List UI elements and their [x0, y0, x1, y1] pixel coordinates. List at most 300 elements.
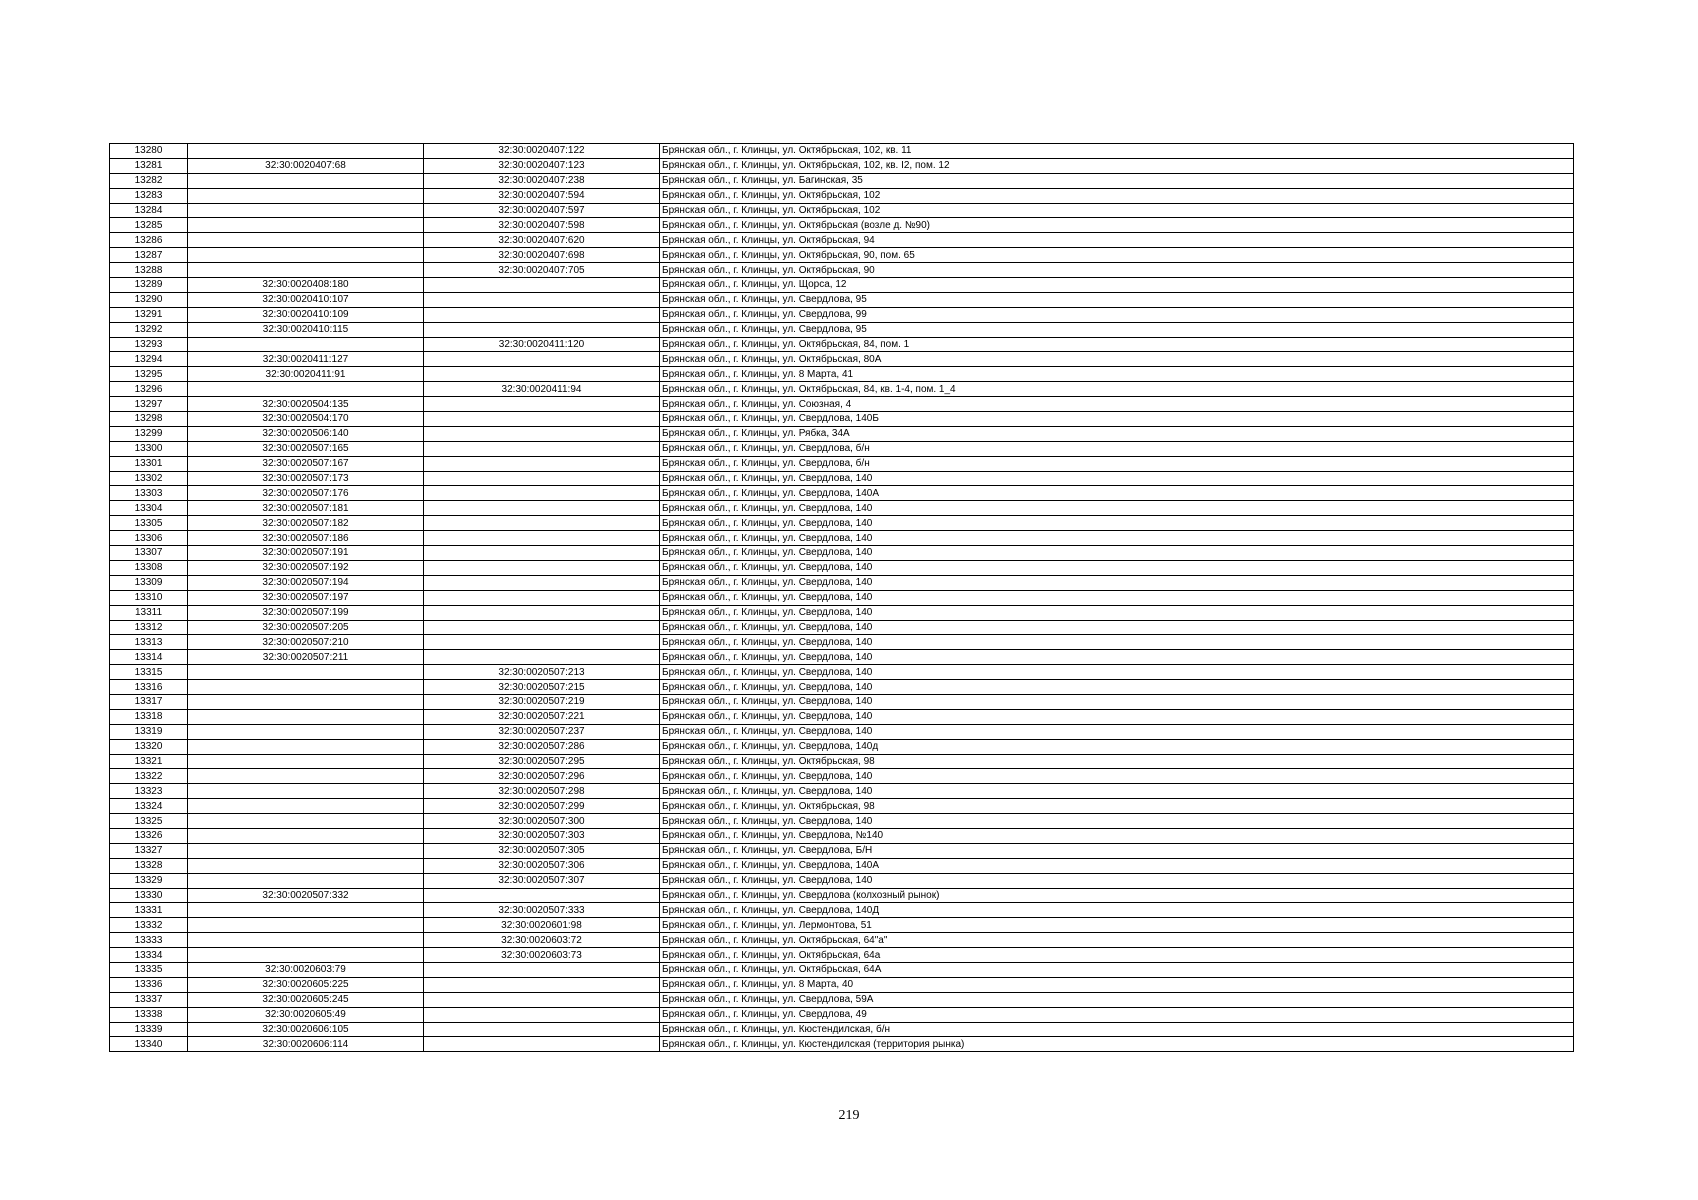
address-cell: Брянская обл., г. Клинцы, ул. Свердлова, 140 — [660, 471, 1574, 486]
address-cell: Брянская обл., г. Клинцы, ул. Октябрьская (возле д. №90) — [660, 218, 1574, 233]
address-cell: Брянская обл., г. Клинцы, ул. Свердлова, 95 — [660, 292, 1574, 307]
cadastral-number-a-cell: 32:30:0020606:105 — [188, 1022, 424, 1037]
cadastral-number-b-cell — [424, 1007, 660, 1022]
address-cell: Брянская обл., г. Клинцы, ул. Свердлова, 140 — [660, 709, 1574, 724]
cadastral-number-b-cell: 32:30:0020507:298 — [424, 784, 660, 799]
cadastral-number-b-cell — [424, 471, 660, 486]
table-row — [110, 292, 1574, 307]
table-row — [110, 918, 1574, 933]
address-cell: Брянская обл., г. Клинцы, ул. Октябрьская, 98 — [660, 754, 1574, 769]
table-row — [110, 367, 1574, 382]
row-number-cell: 13319 — [110, 724, 188, 739]
row-number-cell: 13298 — [110, 412, 188, 427]
row-number-cell: 13308 — [110, 560, 188, 575]
cadastral-number-b-cell — [424, 888, 660, 903]
address-cell: Брянская обл., г. Клинцы, ул. Октябрьская, 98 — [660, 799, 1574, 814]
cadastral-number-b-cell: 32:30:0020407:594 — [424, 188, 660, 203]
page-number: 219 — [838, 1108, 860, 1123]
cadastral-number-b-cell — [424, 307, 660, 322]
address-cell: Брянская обл., г. Клинцы, ул. Октябрьская, 90 — [660, 263, 1574, 278]
row-number-cell: 13291 — [110, 307, 188, 322]
table-row — [110, 650, 1574, 665]
table-row — [110, 441, 1574, 456]
row-number-cell: 13310 — [110, 590, 188, 605]
cadastral-number-b-cell — [424, 962, 660, 977]
registry-table-body — [110, 144, 1574, 1052]
row-number-cell: 13331 — [110, 903, 188, 918]
cadastral-number-a-cell: 32:30:0020603:79 — [188, 962, 424, 977]
address-cell: Брянская обл., г. Клинцы, ул. Рябка, 34А — [660, 426, 1574, 441]
cadastral-number-a-cell — [188, 173, 424, 188]
table-row — [110, 203, 1574, 218]
cadastral-number-a-cell — [188, 799, 424, 814]
cadastral-number-b-cell: 32:30:0020507:300 — [424, 814, 660, 829]
table-row — [110, 426, 1574, 441]
table-row — [110, 903, 1574, 918]
row-number-cell: 13285 — [110, 218, 188, 233]
cadastral-number-a-cell — [188, 784, 424, 799]
address-cell: Брянская обл., г. Клинцы, ул. Свердлова, 140 — [660, 531, 1574, 546]
address-cell: Брянская обл., г. Клинцы, ул. Свердлова, 140 — [660, 501, 1574, 516]
address-cell: Брянская обл., г. Клинцы, ул. Октябрьская, 84, пом. 1 — [660, 337, 1574, 352]
cadastral-number-a-cell — [188, 843, 424, 858]
cadastral-number-b-cell: 32:30:0020411:120 — [424, 337, 660, 352]
table-row — [110, 1022, 1574, 1037]
cadastral-number-b-cell — [424, 650, 660, 665]
table-row — [110, 828, 1574, 843]
cadastral-number-b-cell: 32:30:0020407:597 — [424, 203, 660, 218]
table-row — [110, 575, 1574, 590]
row-number-cell: 13334 — [110, 948, 188, 963]
table-row — [110, 620, 1574, 635]
cadastral-number-b-cell: 32:30:0020407:598 — [424, 218, 660, 233]
cadastral-number-b-cell: 32:30:0020507:286 — [424, 739, 660, 754]
row-number-cell: 13309 — [110, 575, 188, 590]
cadastral-number-b-cell — [424, 1037, 660, 1052]
table-row — [110, 724, 1574, 739]
cadastral-number-a-cell — [188, 918, 424, 933]
table-row — [110, 307, 1574, 322]
row-number-cell: 13316 — [110, 680, 188, 695]
table-row — [110, 218, 1574, 233]
address-cell: Брянская обл., г. Клинцы, ул. Свердлова, 140 — [660, 694, 1574, 709]
table-row — [110, 352, 1574, 367]
address-cell: Брянская обл., г. Клинцы, ул. Свердлова, 140 — [660, 516, 1574, 531]
cadastral-number-a-cell — [188, 203, 424, 218]
address-cell: Брянская обл., г. Клинцы, ул. 8 Марта, 41 — [660, 367, 1574, 382]
table-row — [110, 501, 1574, 516]
cadastral-number-b-cell: 32:30:0020507:305 — [424, 843, 660, 858]
cadastral-number-b-cell — [424, 278, 660, 293]
row-number-cell: 13287 — [110, 248, 188, 263]
address-cell: Брянская обл., г. Клинцы, ул. Свердлова, 140 — [660, 665, 1574, 680]
cadastral-number-a-cell: 32:30:0020605:225 — [188, 977, 424, 992]
cadastral-number-b-cell — [424, 486, 660, 501]
address-cell: Брянская обл., г. Клинцы, ул. Свердлова, 95 — [660, 322, 1574, 337]
address-cell: Брянская обл., г. Клинцы, ул. Лермонтова, 51 — [660, 918, 1574, 933]
cadastral-number-a-cell: 32:30:0020408:180 — [188, 278, 424, 293]
cadastral-number-b-cell: 32:30:0020407:620 — [424, 233, 660, 248]
cadastral-number-b-cell — [424, 322, 660, 337]
row-number-cell: 13301 — [110, 456, 188, 471]
cadastral-number-a-cell — [188, 233, 424, 248]
row-number-cell: 13338 — [110, 1007, 188, 1022]
address-cell: Брянская обл., г. Клинцы, ул. Свердлова, 140А — [660, 486, 1574, 501]
cadastral-number-a-cell — [188, 903, 424, 918]
address-cell: Брянская обл., г. Клинцы, ул. Свердлова, 99 — [660, 307, 1574, 322]
row-number-cell: 13296 — [110, 382, 188, 397]
table-row — [110, 858, 1574, 873]
cadastral-number-b-cell: 32:30:0020603:72 — [424, 933, 660, 948]
address-cell: Брянская обл., г. Клинцы, ул. Свердлова, 140 — [660, 575, 1574, 590]
row-number-cell: 13327 — [110, 843, 188, 858]
table-row — [110, 709, 1574, 724]
table-row — [110, 456, 1574, 471]
table-row — [110, 560, 1574, 575]
address-cell: Брянская обл., г. Клинцы, ул. Октябрьская, 102, кв. 11 — [660, 144, 1574, 159]
address-cell: Брянская обл., г. Клинцы, ул. Союзная, 4 — [660, 397, 1574, 412]
row-number-cell: 13284 — [110, 203, 188, 218]
row-number-cell: 13283 — [110, 188, 188, 203]
cadastral-number-b-cell — [424, 977, 660, 992]
cadastral-number-a-cell: 32:30:0020507:192 — [188, 560, 424, 575]
table-row — [110, 546, 1574, 561]
row-number-cell: 13330 — [110, 888, 188, 903]
cadastral-number-a-cell — [188, 665, 424, 680]
row-number-cell: 13288 — [110, 263, 188, 278]
row-number-cell: 13304 — [110, 501, 188, 516]
cadastral-number-b-cell — [424, 516, 660, 531]
table-row — [110, 188, 1574, 203]
cadastral-number-b-cell: 32:30:0020507:333 — [424, 903, 660, 918]
table-row — [110, 680, 1574, 695]
cadastral-number-a-cell — [188, 218, 424, 233]
row-number-cell: 13317 — [110, 694, 188, 709]
row-number-cell: 13299 — [110, 426, 188, 441]
table-row — [110, 605, 1574, 620]
table-row — [110, 144, 1574, 159]
table-row — [110, 739, 1574, 754]
cadastral-number-a-cell — [188, 754, 424, 769]
row-number-cell: 13292 — [110, 322, 188, 337]
address-cell: Брянская обл., г. Клинцы, ул. Свердлова, 140 — [660, 680, 1574, 695]
cadastral-number-b-cell: 32:30:0020411:94 — [424, 382, 660, 397]
cadastral-number-a-cell: 32:30:0020411:91 — [188, 367, 424, 382]
cadastral-number-b-cell — [424, 367, 660, 382]
cadastral-number-a-cell: 32:30:0020507:181 — [188, 501, 424, 516]
cadastral-number-b-cell — [424, 635, 660, 650]
row-number-cell: 13337 — [110, 992, 188, 1007]
row-number-cell: 13328 — [110, 858, 188, 873]
cadastral-number-b-cell — [424, 620, 660, 635]
cadastral-number-a-cell — [188, 933, 424, 948]
address-cell: Брянская обл., г. Клинцы, ул. Октябрьская, 80А — [660, 352, 1574, 367]
table-row — [110, 263, 1574, 278]
address-cell: Брянская обл., г. Клинцы, ул. Свердлова, 140 — [660, 769, 1574, 784]
cadastral-number-b-cell: 32:30:0020601:98 — [424, 918, 660, 933]
table-row — [110, 665, 1574, 680]
row-number-cell: 13290 — [110, 292, 188, 307]
cadastral-number-a-cell: 32:30:0020507:182 — [188, 516, 424, 531]
address-cell: Брянская обл., г. Клинцы, ул. Свердлова, 140Б — [660, 412, 1574, 427]
row-number-cell: 13282 — [110, 173, 188, 188]
cadastral-number-a-cell — [188, 382, 424, 397]
address-cell: Брянская обл., г. Клинцы, ул. Октябрьская, 84, кв. 1-4, пом. 1_4 — [660, 382, 1574, 397]
row-number-cell: 13339 — [110, 1022, 188, 1037]
row-number-cell: 13336 — [110, 977, 188, 992]
table-row — [110, 1007, 1574, 1022]
row-number-cell: 13286 — [110, 233, 188, 248]
cadastral-number-b-cell — [424, 412, 660, 427]
table-row — [110, 635, 1574, 650]
cadastral-number-b-cell — [424, 590, 660, 605]
cadastral-number-b-cell — [424, 531, 660, 546]
cadastral-number-b-cell: 32:30:0020407:122 — [424, 144, 660, 159]
cadastral-number-b-cell: 32:30:0020507:296 — [424, 769, 660, 784]
address-cell: Брянская обл., г. Клинцы, ул. Свердлова, 140 — [660, 560, 1574, 575]
cadastral-number-a-cell: 32:30:0020507:205 — [188, 620, 424, 635]
cadastral-number-b-cell: 32:30:0020507:213 — [424, 665, 660, 680]
table-row — [110, 888, 1574, 903]
address-cell: Брянская обл., г. Клинцы, ул. Свердлова, Б/Н — [660, 843, 1574, 858]
cadastral-number-b-cell: 32:30:0020507:219 — [424, 694, 660, 709]
cadastral-number-a-cell — [188, 814, 424, 829]
row-number-cell: 13294 — [110, 352, 188, 367]
cadastral-number-a-cell: 32:30:0020605:49 — [188, 1007, 424, 1022]
cadastral-number-a-cell: 32:30:0020410:109 — [188, 307, 424, 322]
cadastral-number-a-cell — [188, 337, 424, 352]
row-number-cell: 13325 — [110, 814, 188, 829]
cadastral-number-a-cell: 32:30:0020507:176 — [188, 486, 424, 501]
row-number-cell: 13322 — [110, 769, 188, 784]
address-cell: Брянская обл., г. Клинцы, ул. Свердлова, 140 — [660, 635, 1574, 650]
row-number-cell: 13295 — [110, 367, 188, 382]
table-row — [110, 754, 1574, 769]
address-cell: Брянская обл., г. Клинцы, ул. Кюстендилская, б/н — [660, 1022, 1574, 1037]
cadastral-number-a-cell: 32:30:0020507:332 — [188, 888, 424, 903]
row-number-cell: 13312 — [110, 620, 188, 635]
address-cell: Брянская обл., г. Клинцы, ул. Свердлова, 140 — [660, 873, 1574, 888]
table-row — [110, 843, 1574, 858]
address-cell: Брянская обл., г. Клинцы, ул. Свердлова, 140д — [660, 739, 1574, 754]
address-cell: Брянская обл., г. Клинцы, ул. Свердлова, 140А — [660, 858, 1574, 873]
cadastral-number-b-cell: 32:30:0020507:306 — [424, 858, 660, 873]
row-number-cell: 13280 — [110, 144, 188, 159]
row-number-cell: 13315 — [110, 665, 188, 680]
cadastral-number-a-cell: 32:30:0020507:197 — [188, 590, 424, 605]
table-row — [110, 933, 1574, 948]
address-cell: Брянская обл., г. Клинцы, ул. Свердлова, б/н — [660, 441, 1574, 456]
cadastral-number-b-cell: 32:30:0020507:215 — [424, 680, 660, 695]
cadastral-number-b-cell — [424, 441, 660, 456]
row-number-cell: 13320 — [110, 739, 188, 754]
row-number-cell: 13297 — [110, 397, 188, 412]
address-cell: Брянская обл., г. Клинцы, ул. Свердлова, 140 — [660, 620, 1574, 635]
cadastral-number-a-cell: 32:30:0020407:68 — [188, 158, 424, 173]
address-cell: Брянская обл., г. Клинцы, ул. Свердлова, 140 — [660, 590, 1574, 605]
cadastral-number-b-cell — [424, 501, 660, 516]
row-number-cell: 13329 — [110, 873, 188, 888]
address-cell: Брянская обл., г. Клинцы, ул. Октябрьская, 102 — [660, 203, 1574, 218]
address-cell: Брянская обл., г. Клинцы, ул. Октябрьская, 64А — [660, 962, 1574, 977]
table-row — [110, 412, 1574, 427]
address-cell: Брянская обл., г. Клинцы, ул. Свердлова, 140 — [660, 546, 1574, 561]
table-row — [110, 962, 1574, 977]
table-row — [110, 814, 1574, 829]
row-number-cell: 13305 — [110, 516, 188, 531]
row-number-cell: 13281 — [110, 158, 188, 173]
cadastral-number-a-cell: 32:30:0020504:170 — [188, 412, 424, 427]
table-row — [110, 590, 1574, 605]
address-cell: Брянская обл., г. Клинцы, ул. 8 Марта, 40 — [660, 977, 1574, 992]
cadastral-number-a-cell: 32:30:0020507:186 — [188, 531, 424, 546]
address-cell: Брянская обл., г. Клинцы, ул. Свердлова (колхозный рынок) — [660, 888, 1574, 903]
table-row — [110, 873, 1574, 888]
row-number-cell: 13332 — [110, 918, 188, 933]
table-row — [110, 322, 1574, 337]
row-number-cell: 13318 — [110, 709, 188, 724]
address-cell: Брянская обл., г. Клинцы, ул. Октябрьская, 102 — [660, 188, 1574, 203]
table-row — [110, 977, 1574, 992]
cadastral-number-a-cell: 32:30:0020411:127 — [188, 352, 424, 367]
cadastral-number-a-cell — [188, 769, 424, 784]
row-number-cell: 13335 — [110, 962, 188, 977]
cadastral-number-a-cell — [188, 739, 424, 754]
row-number-cell: 13340 — [110, 1037, 188, 1052]
cadastral-number-a-cell: 32:30:0020504:135 — [188, 397, 424, 412]
cadastral-number-a-cell — [188, 724, 424, 739]
cadastral-number-b-cell — [424, 397, 660, 412]
registry-table — [109, 143, 1574, 1052]
table-row — [110, 799, 1574, 814]
cadastral-number-a-cell: 32:30:0020410:115 — [188, 322, 424, 337]
address-cell: Брянская обл., г. Клинцы, ул. Свердлова, 59А — [660, 992, 1574, 1007]
cadastral-number-b-cell: 32:30:0020507:237 — [424, 724, 660, 739]
table-row — [110, 948, 1574, 963]
cadastral-number-a-cell — [188, 709, 424, 724]
cadastral-number-a-cell: 32:30:0020605:245 — [188, 992, 424, 1007]
cadastral-number-a-cell: 32:30:0020507:199 — [188, 605, 424, 620]
table-row — [110, 397, 1574, 412]
cadastral-number-b-cell: 32:30:0020507:295 — [424, 754, 660, 769]
cadastral-number-b-cell: 32:30:0020507:307 — [424, 873, 660, 888]
table-row — [110, 173, 1574, 188]
row-number-cell: 13306 — [110, 531, 188, 546]
cadastral-number-a-cell — [188, 873, 424, 888]
cadastral-number-a-cell — [188, 858, 424, 873]
address-cell: Брянская обл., г. Клинцы, ул. Свердлова, 140 — [660, 650, 1574, 665]
cadastral-number-a-cell — [188, 948, 424, 963]
cadastral-number-b-cell: 32:30:0020407:698 — [424, 248, 660, 263]
cadastral-number-a-cell — [188, 263, 424, 278]
row-number-cell: 13302 — [110, 471, 188, 486]
cadastral-number-b-cell — [424, 1022, 660, 1037]
row-number-cell: 13303 — [110, 486, 188, 501]
row-number-cell: 13311 — [110, 605, 188, 620]
cadastral-number-b-cell — [424, 456, 660, 471]
address-cell: Брянская обл., г. Клинцы, ул. Багинская, 35 — [660, 173, 1574, 188]
address-cell: Брянская обл., г. Клинцы, ул. Кюстендилская (территория рынка) — [660, 1037, 1574, 1052]
table-row — [110, 992, 1574, 1007]
address-cell: Брянская обл., г. Клинцы, ул. Октябрьская, 94 — [660, 233, 1574, 248]
address-cell: Брянская обл., г. Клинцы, ул. Свердлова, 140 — [660, 784, 1574, 799]
row-number-cell: 13323 — [110, 784, 188, 799]
row-number-cell: 13324 — [110, 799, 188, 814]
cadastral-number-b-cell — [424, 575, 660, 590]
address-cell: Брянская обл., г. Клинцы, ул. Октябрьская, 90, пом. 65 — [660, 248, 1574, 263]
cadastral-number-a-cell: 32:30:0020507:165 — [188, 441, 424, 456]
address-cell: Брянская обл., г. Клинцы, ул. Свердлова, 49 — [660, 1007, 1574, 1022]
row-number-cell: 13326 — [110, 828, 188, 843]
table-row — [110, 158, 1574, 173]
cadastral-number-a-cell: 32:30:0020507:191 — [188, 546, 424, 561]
cadastral-number-a-cell: 32:30:0020410:107 — [188, 292, 424, 307]
row-number-cell: 13293 — [110, 337, 188, 352]
address-cell: Брянская обл., г. Клинцы, ул. Щорса, 12 — [660, 278, 1574, 293]
row-number-cell: 13300 — [110, 441, 188, 456]
cadastral-number-b-cell — [424, 292, 660, 307]
row-number-cell: 13314 — [110, 650, 188, 665]
cadastral-number-b-cell: 32:30:0020407:238 — [424, 173, 660, 188]
cadastral-number-a-cell — [188, 188, 424, 203]
address-cell: Брянская обл., г. Клинцы, ул. Свердлова, б/н — [660, 456, 1574, 471]
address-cell: Брянская обл., г. Клинцы, ул. Октябрьская, 64а — [660, 948, 1574, 963]
cadastral-number-b-cell: 32:30:0020407:123 — [424, 158, 660, 173]
table-row — [110, 233, 1574, 248]
table-row — [110, 1037, 1574, 1052]
table-row — [110, 486, 1574, 501]
cadastral-number-a-cell: 32:30:0020507:173 — [188, 471, 424, 486]
address-cell: Брянская обл., г. Клинцы, ул. Октябрьская, 102, кв. I2, пом. 12 — [660, 158, 1574, 173]
row-number-cell: 13289 — [110, 278, 188, 293]
cadastral-number-b-cell: 32:30:0020507:303 — [424, 828, 660, 843]
cadastral-number-a-cell: 32:30:0020507:194 — [188, 575, 424, 590]
table-row — [110, 337, 1574, 352]
cadastral-number-b-cell: 32:30:0020603:73 — [424, 948, 660, 963]
cadastral-number-b-cell: 32:30:0020507:299 — [424, 799, 660, 814]
cadastral-number-a-cell: 32:30:0020506:140 — [188, 426, 424, 441]
table-row — [110, 531, 1574, 546]
address-cell: Брянская обл., г. Клинцы, ул. Свердлова, 140Д — [660, 903, 1574, 918]
row-number-cell: 13321 — [110, 754, 188, 769]
row-number-cell: 13307 — [110, 546, 188, 561]
cadastral-number-a-cell: 32:30:0020507:210 — [188, 635, 424, 650]
cadastral-number-b-cell — [424, 992, 660, 1007]
cadastral-number-a-cell: 32:30:0020507:167 — [188, 456, 424, 471]
cadastral-number-b-cell — [424, 560, 660, 575]
cadastral-number-b-cell — [424, 605, 660, 620]
cadastral-number-b-cell — [424, 546, 660, 561]
cadastral-number-b-cell: 32:30:0020407:705 — [424, 263, 660, 278]
table-row — [110, 382, 1574, 397]
cadastral-number-a-cell — [188, 828, 424, 843]
address-cell: Брянская обл., г. Клинцы, ул. Свердлова, №140 — [660, 828, 1574, 843]
address-cell: Брянская обл., г. Клинцы, ул. Свердлова, 140 — [660, 605, 1574, 620]
address-cell: Брянская обл., г. Клинцы, ул. Свердлова, 140 — [660, 724, 1574, 739]
address-cell: Брянская обл., г. Клинцы, ул. Октябрьская, 64"а" — [660, 933, 1574, 948]
row-number-cell: 13313 — [110, 635, 188, 650]
table-row — [110, 248, 1574, 263]
cadastral-number-b-cell — [424, 352, 660, 367]
table-row — [110, 471, 1574, 486]
cadastral-number-a-cell: 32:30:0020606:114 — [188, 1037, 424, 1052]
table-row — [110, 516, 1574, 531]
cadastral-number-a-cell — [188, 680, 424, 695]
row-number-cell: 13333 — [110, 933, 188, 948]
cadastral-number-a-cell — [188, 248, 424, 263]
table-row — [110, 278, 1574, 293]
cadastral-number-a-cell — [188, 694, 424, 709]
